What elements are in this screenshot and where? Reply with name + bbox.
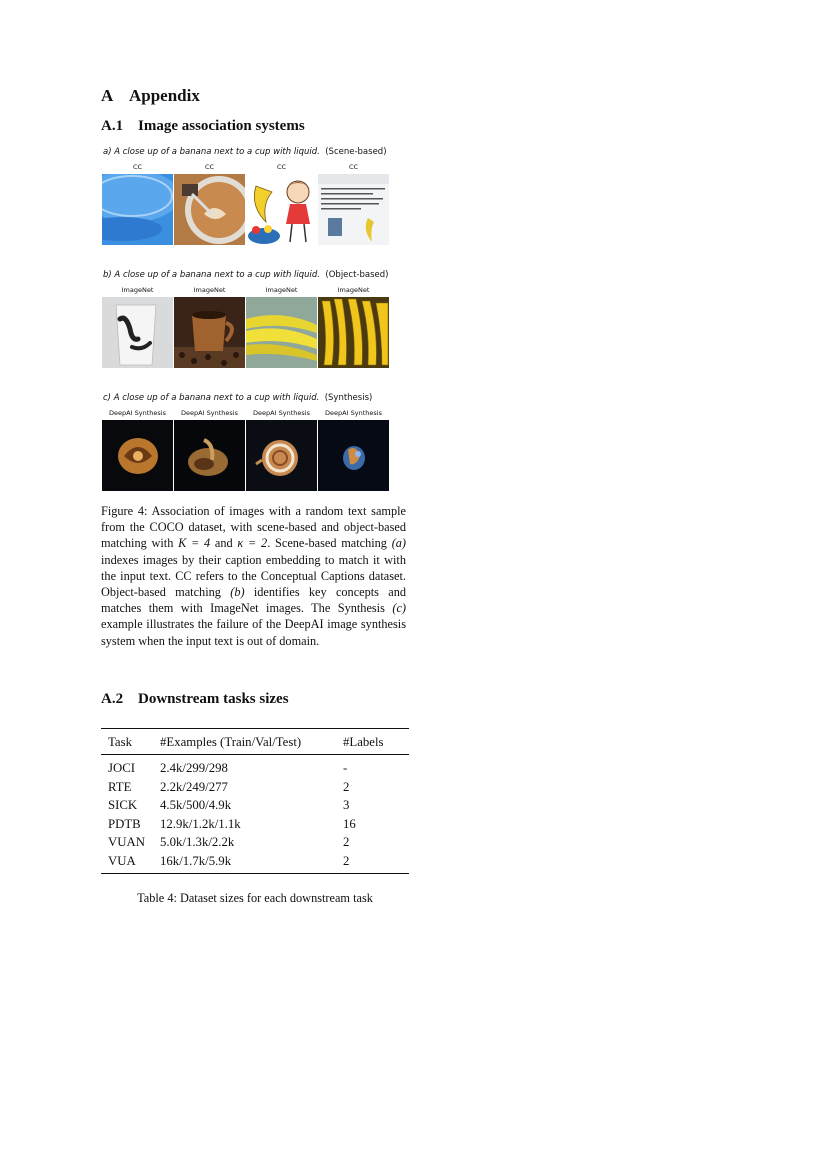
- table-4-caption: Table 4: Dataset sizes for each downstream task: [137, 891, 373, 905]
- synthesis-shell-4: [318, 420, 389, 491]
- header-labels: #Labels: [343, 735, 384, 749]
- white-mug-photo: [102, 297, 173, 368]
- synthesis-shell-3: [246, 420, 317, 491]
- table-row: VUAN 5.0k/1.3k/2.2k 2: [108, 835, 350, 850]
- panel-b-image-1: ImageNet: [102, 286, 173, 371]
- synthesis-shell-2: [174, 420, 245, 491]
- panel-b-query: b) A close up of a banana next to a cup with liquid. (Object-based): [103, 270, 389, 280]
- coffee-latte-photo: [174, 174, 245, 245]
- figure-4-caption: Figure 4: Association of images with a random text sample from the COCO dataset, with scene-based and object-based matching with K = 4 and κ = 2. Scene-based matching (a) indexes images by their caption embedding to match it with the input text. CC refers to the Conceptual Captions dataset. Object-based matching (b) identifies key concepts and matches them with ImageNet images. The Synthesis (c) example illustrates the failure of the DeepAI image synthesis system when the input text is out of domain.: [101, 504, 407, 648]
- panel-a-image-3: CC: [246, 163, 317, 248]
- table-row: RTE 2.2k/249/277 2: [108, 779, 350, 794]
- table-row: VUA 16k/1.7k/5.9k 2: [108, 853, 350, 868]
- panel-c-images: [102, 409, 390, 494]
- blue-bowl-photo: [102, 174, 173, 245]
- panel-b-image-2: ImageNet: [174, 286, 245, 371]
- panel-b-images: [102, 286, 390, 371]
- panel-a-query: a) A close up of a banana next to a cup with liquid. (Scene-based): [103, 147, 387, 157]
- panel-c-image-1: DeepAI Synthesis: [102, 409, 173, 494]
- header-examples: #Examples (Train/Val/Test): [160, 735, 302, 749]
- cartoon-girl-banana-illustration: [246, 174, 317, 245]
- bananas-photo: [246, 297, 317, 368]
- panel-a-images: [102, 163, 390, 248]
- section-a2-heading: A.2 Downstream tasks sizes: [101, 691, 289, 707]
- table-header-row: [101, 729, 409, 755]
- header-task: Task: [108, 735, 132, 749]
- table-row: JOCI 2.4k/299/298 -: [108, 761, 348, 775]
- coffee-cup-beans-photo: [174, 297, 245, 368]
- panel-a-image-1: CC: [102, 163, 173, 248]
- banana-bunch-photo: [318, 297, 389, 368]
- section-a1-heading: A.1 Image association systems: [101, 118, 305, 134]
- panel-c-image-3: DeepAI Synthesis: [246, 409, 317, 494]
- panel-c-image-2: DeepAI Synthesis: [174, 409, 245, 494]
- table-row: PDTB 12.9k/1.2k/1.1k 16: [108, 816, 356, 831]
- synthesis-shell-1: [102, 420, 173, 491]
- panel-c-query: c) A close up of a banana next to a cup with liquid. (Synthesis): [103, 393, 373, 403]
- document-screenshot-photo: [318, 174, 389, 245]
- panel-b-image-4: ImageNet: [318, 286, 389, 371]
- panel-a-image-4: CC: [318, 163, 389, 248]
- panel-b-image-3: ImageNet: [246, 286, 317, 371]
- panel-a-image-2: CC: [174, 163, 245, 248]
- panel-c-image-4: DeepAI Synthesis: [318, 409, 389, 494]
- appendix-heading: A Appendix: [101, 86, 200, 105]
- table-row: SICK 4.5k/500/4.9k 3: [108, 798, 350, 813]
- dataset-sizes-table: [101, 728, 409, 874]
